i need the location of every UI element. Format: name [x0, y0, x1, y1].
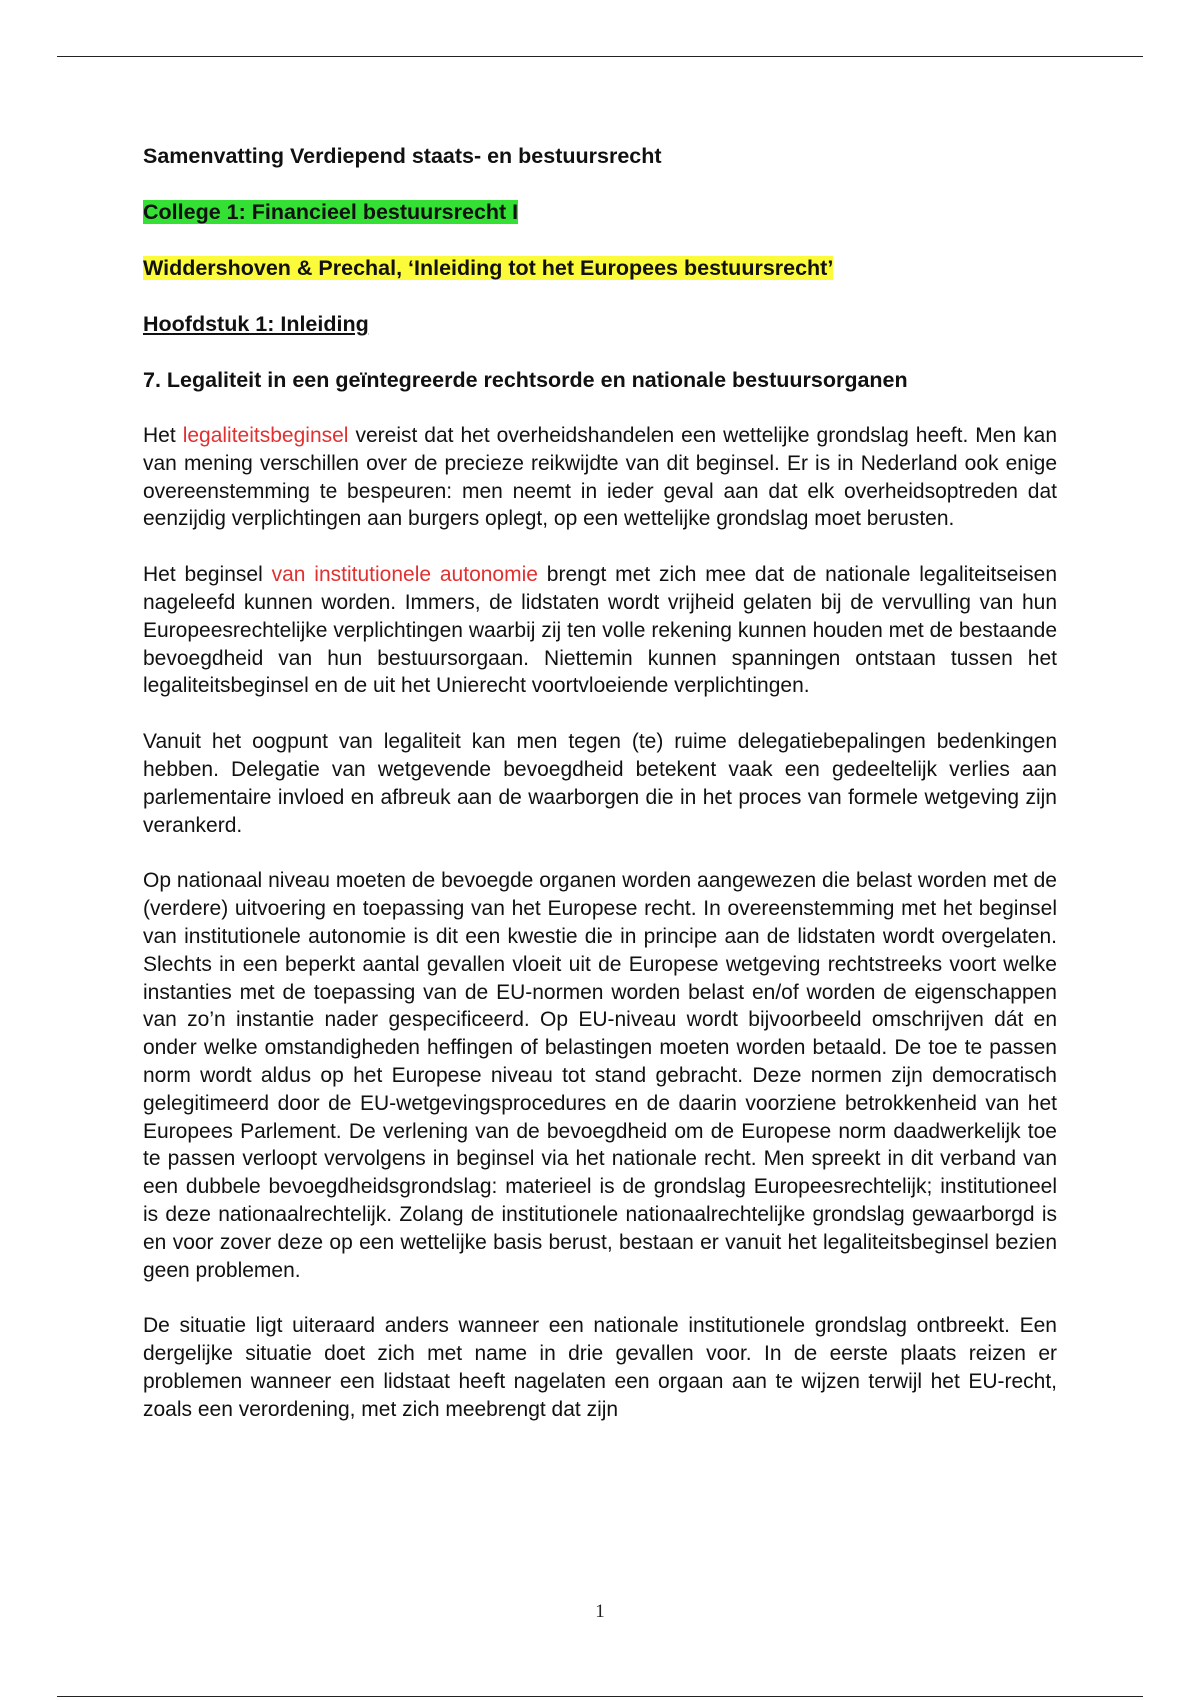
page-number: 1 [595, 1601, 605, 1622]
paragraph-1 [143, 422, 1057, 533]
source-heading [143, 254, 1057, 282]
college-label: College 1: Financieel bestuursrecht I [143, 200, 519, 224]
chapter-heading: Hoofdstuk 1: Inleiding [143, 312, 369, 336]
bottom-rule [57, 1696, 1143, 1697]
document-body [143, 142, 1057, 1452]
section-heading: 7. Legaliteit in een geïntegreerde rechtsorde en nationale bestuursorganen [143, 368, 908, 392]
term-legaliteitsbeginsel: legaliteitsbeginsel [182, 424, 349, 447]
paragraph-1-after: vereist dat het overheidshandelen een wettelijke grondslag heeft. Men kan van mening verschillen over de precieze reikwijdte van dit beginsel. Er is in Nederland ook enige overeenstemming te bespeuren: men neemt in ieder geval aan dat elk overheidsoptreden dat eenzijdig verplichtingen aan burgers oplegt, op een wettelijke grondslag moet berusten. [143, 424, 1058, 531]
paragraph-5: De situatie ligt uiteraard anders wanneer een nationale institutionele grondslag ontbreekt. Een dergelijke situatie doet zich met name in drie gevallen voor. In de eerste plaats reizen er problemen wanneer een lidstaat heeft nagelaten een orgaan aan te wijzen terwijl het EU-recht, zoals een verordening, met zich meebrengt dat zijn [143, 1314, 1057, 1421]
paragraph-2-before: Het beginsel [143, 563, 272, 587]
document-title: Samenvatting Verdiepend staats- en bestuursrecht [143, 144, 662, 168]
source-label: Widdershoven & Prechal, ‘Inleiding tot het Europees bestuursrecht’ [143, 256, 834, 280]
paragraph-1-before: Het [143, 424, 183, 447]
college-heading [143, 198, 1057, 226]
paragraph-2 [143, 561, 1057, 700]
paragraph-4: Op nationaal niveau moeten de bevoegde organen worden aangewezen die belast worden met de (verdere) uitvoering en toepassing van het Europese recht. In overeenstemming met het beginsel van institutionele autonomie is dit een kwestie die in principe aan de lidstaten wordt overgelaten. Slechts in een beperkt aantal gevallen vloeit uit de Europese wetgeving rechtstreeks voort welke instanties met de toepassing van de EU-normen worden belast en/of worden de eigenschappen van zo’n instantie nader gespecificeerd. Op EU-niveau wordt bijvoorbeeld omschrijven dát en onder welke omstandigheden heffingen of belastingen moeten worden betaald. De toe te passen norm wordt aldus op het Europese niveau tot stand gebracht. Deze normen zijn democratisch gelegitimeerd door de EU-wetgevingsprocedures en de daarin voorziene betrokkenheid van het Europees Parlement. De verlening van de bevoegdheid om de Europese norm daadwerkelijk toe te passen verloopt vervolgens in beginsel via het nationale recht. Men spreekt in dit verband van een dubbele bevoegdheidsgrondslag: materieel is de grondslag Europeesrechtelijk; institutioneel is deze nationaalrechtelijk. Zolang de institutionele nationaalrechtelijke grondslag gewaarborgd is en voor zover deze op een wettelijke basis berust, bestaan er vanuit het legaliteitsbeginsel bezien geen problemen. [143, 869, 1057, 1282]
top-rule [57, 56, 1143, 57]
paragraph-3: Vanuit het oogpunt van legaliteit kan men tegen (te) ruime delegatiebepalingen bedenkingen hebben. Delegatie van wetgevende bevoegdheid betekent vaak een gedeeltelijk verlies aan parlementaire invloed en afbreuk aan de waarborgen die in het proces van formele wetgeving zijn verankerd. [143, 730, 1057, 837]
paragraph-2-after: brengt met zich mee dat de nationale legaliteitseisen nageleefd kunnen worden. Immers, de lidstaten wordt vrijheid gelaten bij de vervulling van hun Europeesrechtelijke verplichtingen waarbij zij ten volle rekening kunnen houden met de bestaande bevoegdheid van hun bestuursorgaan. Niettemin kunnen spanningen ontstaan tussen het legaliteitsbeginsel en de uit het Unierecht voortvloeiende verplichtingen. [143, 563, 1057, 698]
term-institutionele-autonomie: van institutionele autonomie [271, 563, 538, 587]
